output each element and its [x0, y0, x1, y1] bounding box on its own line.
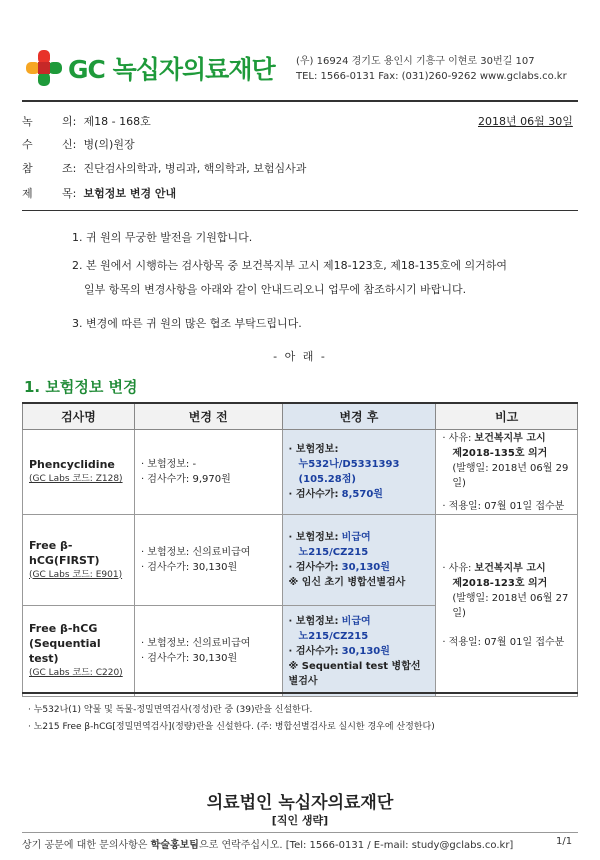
test-name-cell [23, 515, 135, 606]
table-row [23, 430, 578, 515]
before-cell [134, 606, 282, 697]
reference: 진단검사의학과, 병리과, 핵의학과, 보험심사과 [83, 162, 307, 175]
doc-number-label: 녹 [22, 115, 33, 128]
header-before: 변경 전 [134, 403, 282, 430]
header-remarks: 비고 [436, 403, 578, 430]
after-insurance-value: 비급여 [341, 615, 371, 627]
footnote-2: · 노215 Free β-hCG[정밀면역검사](정량)란을 신설한다. (주: 병합선별검사로 실시한 경우에 산정한다) [28, 722, 435, 732]
doc-number-row [22, 113, 151, 129]
after-insurance-label: · 보험정보: [288, 532, 339, 543]
org-address: (우) 16924 경기도 용인시 기흥구 이현로 30번길 107 [296, 56, 535, 67]
header-test-name: 검사명 [23, 403, 135, 430]
contact-team: 학술홍보팀 [150, 840, 199, 851]
insurance-change-table [22, 402, 578, 697]
after-cell [282, 430, 436, 515]
before-insurance: · 보험정보: - [140, 459, 197, 470]
subject-label2: 목: [62, 187, 77, 200]
remark-reason: 보건복지부 고시 [474, 563, 546, 574]
below-marker: - 아 래 - [273, 350, 327, 363]
table-row [23, 515, 578, 606]
recipient-row [22, 136, 135, 152]
test-name: Free β-hCG(FIRST) [29, 538, 100, 567]
before-price: · 검사수가: 30,130원 [140, 562, 238, 573]
after-insurance-label: · 보험정보: [288, 615, 339, 627]
subject-label: 제 [22, 187, 33, 200]
after-note: ※ 임신 초기 병합선별검사 [288, 577, 406, 588]
contact-pre: 상기 공문에 대한 문의사항은 [22, 840, 151, 851]
remark-apply: · 적용일: 07월 01일 접수분 [442, 637, 565, 648]
remark-issued: (발행일: 2018년 06월 29일) [452, 462, 569, 489]
before-cell [134, 430, 282, 515]
table-header-row [23, 403, 578, 430]
after-cell [282, 606, 436, 697]
test-code: (GC Labs 코드: E901) [29, 569, 123, 580]
after-price-label: · 검사수가: [288, 562, 339, 573]
after-price: 30,130원 [341, 645, 390, 657]
before-insurance: · 보험정보: 신의료비급여 [140, 638, 251, 649]
after-cell [282, 515, 436, 606]
doc-number: 제18 - 168호 [83, 115, 151, 128]
recipient-label: 수 [22, 138, 33, 151]
contact-divider [22, 832, 578, 833]
after-insurance-points: (105.28점) [298, 474, 356, 485]
meta-divider [22, 210, 578, 211]
after-price: 30,130원 [341, 562, 390, 573]
header-divider [22, 100, 578, 102]
recipient: 병(의)원장 [83, 138, 135, 151]
logo-wordmark: GC 녹십자의료재단 [68, 55, 275, 84]
remark-reason: 보건복지부 고시 [474, 432, 546, 444]
paragraph-2a: 2. 본 원에서 시행하는 검사항목 중 보건복지부 고시 제18-123호, 제18-135호에 의거하여 [72, 259, 508, 272]
table-bottom-divider [22, 692, 578, 694]
reference-label: 참 [22, 162, 33, 175]
paragraph-1: 1. 귀 원의 무궁한 발전을 기원합니다. [72, 231, 253, 244]
paragraph-2b: 일부 항목의 변경사항을 아래와 같이 안내드리오니 업무에 참조하시기 바랍니다. [84, 283, 467, 296]
after-price: 8,570원 [341, 489, 383, 500]
page-number: 1/1 [556, 836, 573, 847]
subject-row [22, 185, 176, 201]
before-cell [134, 515, 282, 606]
test-code: (GC Labs 코드: Z128) [29, 474, 123, 484]
after-insurance-value: 누532나/D5331393 [298, 459, 400, 470]
after-price-label: · 검사수가: [288, 645, 339, 657]
after-insurance-code: 노215/CZ215 [298, 547, 369, 558]
test-name-line2: (Sequential test) [29, 637, 101, 665]
footnote-1: · 누532나(1) 약물 및 독물-정밀면역검사(정성)란 중 (39)란을 신설한다. [28, 705, 313, 715]
remarks-cell [436, 430, 578, 515]
after-note: ※ Sequential test 병합선별검사 [288, 660, 421, 687]
before-insurance: · 보험정보: 신의료비급여 [140, 547, 251, 558]
remarks-cell [436, 515, 578, 697]
after-price-label: · 검사수가: [288, 489, 339, 500]
remark-reason-ref: 제2018-123호 의거 [452, 578, 548, 589]
recipient-label2: 신: [62, 138, 77, 151]
section-title: 1. 보험정보 변경 [24, 378, 138, 396]
remark-reason-label: · 사유: [442, 432, 472, 444]
test-name-cell [23, 430, 135, 515]
cross-logo-icon [24, 48, 64, 88]
remark-issued: (발행일: 2018년 06월 27일) [452, 593, 569, 619]
after-insurance-value: 비급여 [341, 532, 371, 543]
header-after: 변경 후 [282, 403, 436, 430]
doc-date: 2018년 06월 30일 [478, 115, 573, 128]
reference-row [22, 160, 306, 176]
org-contact-info [296, 54, 567, 84]
contact-post: 으로 연락주십시오. [Tel: 1566-0131 / E-mail: study@gclabs.co.kr] [198, 840, 514, 851]
test-name: Free β-hCG [29, 622, 98, 635]
org-tel-fax-web: TEL: 1566-0131 Fax: (031)260-9262 www.gclabs.co.kr [296, 71, 567, 82]
subject: 보험정보 변경 안내 [83, 187, 177, 200]
seal-omitted: [직인 생략] [271, 814, 329, 827]
test-name: Phencyclidine [29, 458, 115, 471]
after-insurance-label: · 보험정보: [288, 444, 339, 455]
issuer-name: 의료법인 녹십자의료재단 [206, 793, 394, 813]
remark-reason-ref: 제2018-135호 의거 [452, 447, 548, 459]
paragraph-3: 3. 변경에 따른 귀 원의 많은 협조 부탁드립니다. [72, 317, 302, 330]
remark-reason-label: · 사유: [442, 563, 472, 574]
remark-apply: · 적용일: 07월 01일 접수분 [442, 500, 565, 512]
after-insurance-code: 노215/CZ215 [298, 630, 369, 642]
contact-line [22, 836, 513, 851]
test-code: (GC Labs 코드: C220) [29, 668, 123, 678]
test-name-cell [23, 606, 135, 697]
reference-label2: 조: [62, 162, 77, 175]
before-price: · 검사수가: 9,970원 [140, 474, 231, 485]
before-price: · 검사수가: 30,130원 [140, 653, 238, 664]
doc-number-label2: 의: [62, 115, 77, 128]
